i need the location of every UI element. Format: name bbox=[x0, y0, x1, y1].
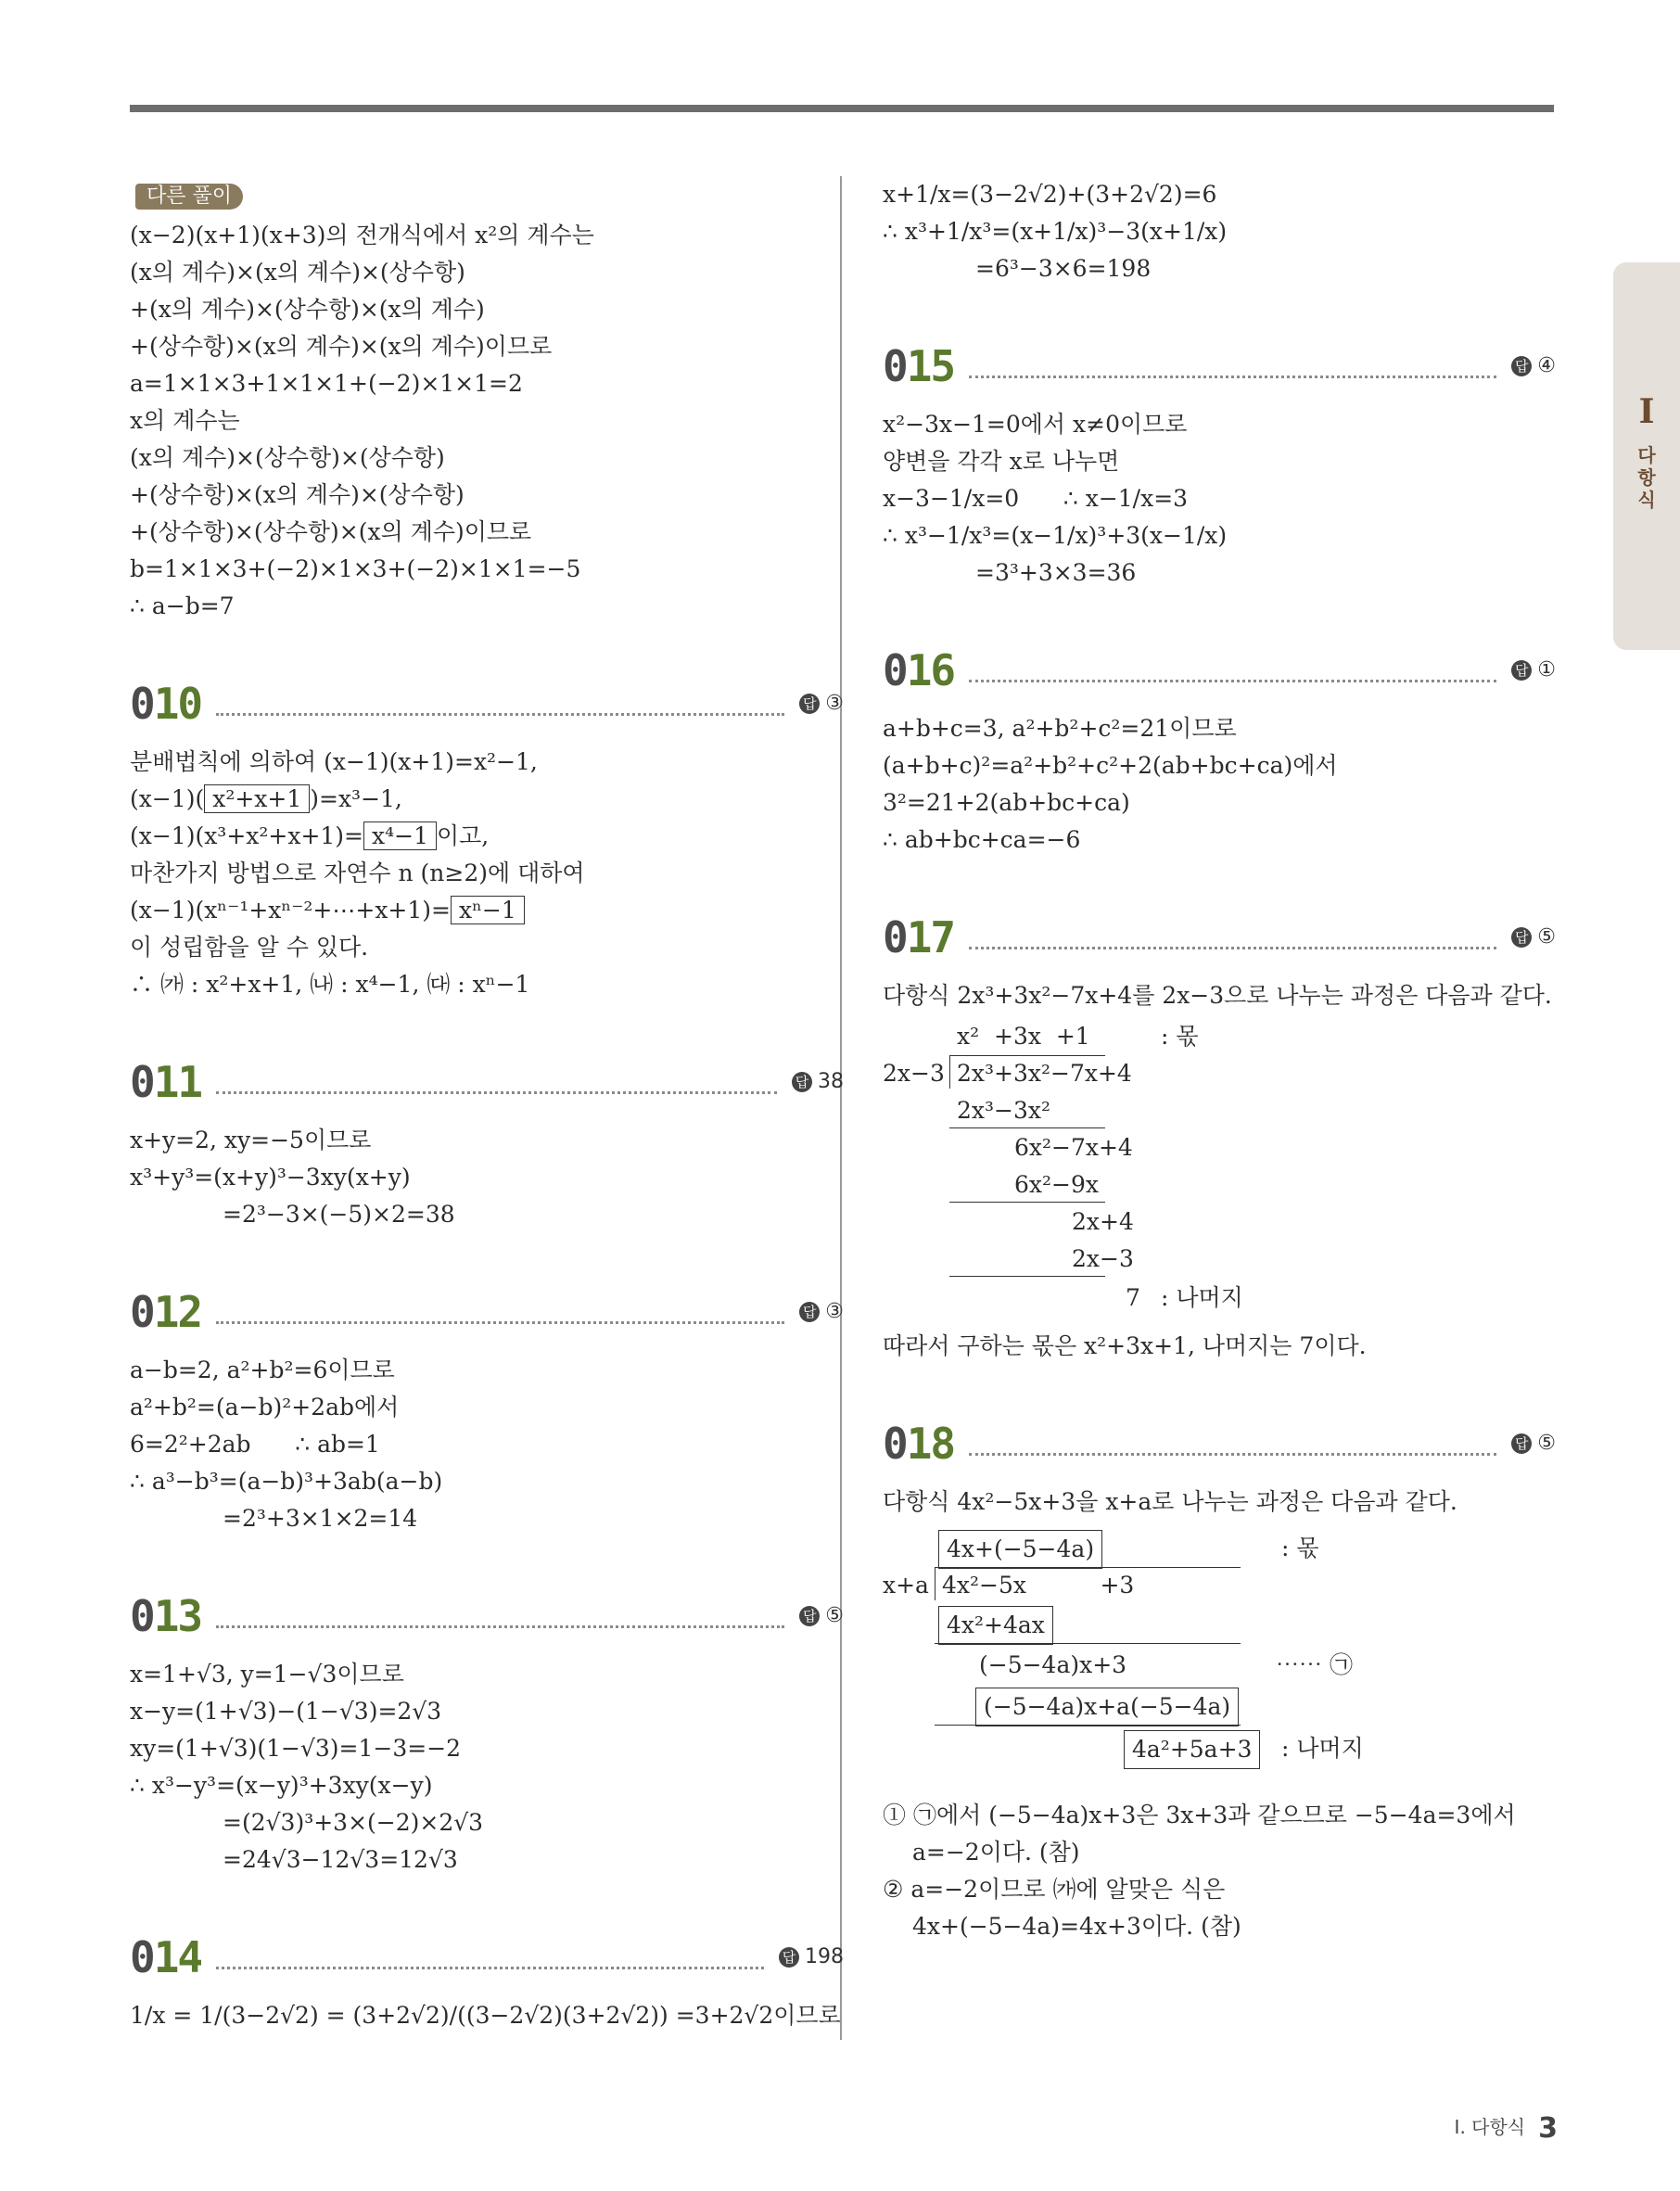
solution-line: 1/x = 1/(3−2√2) = (3+2√2)/((3−2√2)(3+2√2)) =3+2√2이므로 bbox=[130, 2002, 841, 2029]
solution-line: ∴ x³−y³=(x−y)³+3xy(x−y) bbox=[130, 1772, 433, 1799]
problem-header-013 bbox=[130, 1589, 844, 1643]
problem-number: 018 bbox=[883, 1419, 955, 1469]
answer-badge-icon: 답 bbox=[799, 694, 820, 714]
solution-line: x=1+√3, y=1−√3이므로 bbox=[130, 1661, 404, 1688]
problem-header-010 bbox=[130, 677, 844, 731]
problem-header-018 bbox=[883, 1417, 1556, 1471]
problem-header-015 bbox=[883, 339, 1556, 393]
solution-line: x+y=2, xy=−5이므로 bbox=[130, 1127, 372, 1153]
solution-line: x³+y³=(x+y)³−3xy(x+y) bbox=[130, 1164, 411, 1191]
answer-box: x⁴−1 bbox=[363, 822, 437, 850]
answer-badge-icon: 답 bbox=[1511, 356, 1532, 376]
alt-line: +(x의 계수)×(상수항)×(x의 계수) bbox=[130, 296, 485, 323]
answer-badge-icon: 답 bbox=[1511, 660, 1532, 681]
problem-number: 010 bbox=[130, 679, 202, 729]
dotted-leader bbox=[216, 1605, 784, 1628]
division-step: 6x²−7x+4 bbox=[1014, 1134, 1133, 1161]
answer-label: 답 ④ bbox=[1511, 348, 1556, 385]
remainder: 7 bbox=[1126, 1284, 1140, 1311]
solution-line: =2³−3×(−5)×2=38 bbox=[223, 1201, 455, 1228]
solution-line: =6³−3×6=198 bbox=[975, 255, 1152, 282]
dividend: 4x²−5x +3 bbox=[942, 1572, 1135, 1599]
answer-label: 답 ① bbox=[1511, 652, 1556, 689]
quotient-label: : 몫 bbox=[1161, 1023, 1199, 1050]
dotted-leader bbox=[969, 926, 1496, 949]
divisor: 2x−3 bbox=[883, 1060, 945, 1087]
solution-line: a²+b²=(a−b)²+2ab에서 bbox=[130, 1394, 400, 1420]
answer-box: x²+x+1 bbox=[204, 784, 310, 813]
division-rule bbox=[949, 1127, 1105, 1128]
answer-badge-icon: 답 bbox=[799, 1302, 820, 1322]
quotient-box: 4x+(−5−4a) bbox=[938, 1530, 1102, 1569]
solution-line: ∴ a³−b³=(a−b)³+3ab(a−b) bbox=[130, 1468, 443, 1495]
solution-line: 분배법칙에 의하여 (x−1)(x+1)=x²−1, bbox=[130, 748, 538, 775]
solution-line: a=−2이다. (참) bbox=[912, 1839, 1080, 1866]
left-column bbox=[130, 176, 844, 2034]
remainder-box: 4a²+5a+3 bbox=[1124, 1730, 1260, 1769]
division-step: 2x+4 bbox=[1072, 1208, 1134, 1235]
long-division-017 bbox=[883, 1018, 1556, 1324]
solution-line: ∴ ab+bc+ca=−6 bbox=[883, 826, 1081, 853]
answer-badge-icon: 답 bbox=[792, 1072, 812, 1092]
answer-label: 답 38 bbox=[792, 1064, 844, 1101]
answer-label: 답 ⑤ bbox=[1511, 919, 1556, 956]
solution-line: a−b=2, a²+b²=6이므로 bbox=[130, 1357, 395, 1383]
solution-line: 다항식 4x²−5x+3을 x+a로 나누는 과정은 다음과 같다. bbox=[883, 1488, 1457, 1515]
division-step: 2x³−3x² bbox=[957, 1097, 1051, 1124]
page-footer bbox=[1455, 2112, 1558, 2145]
dotted-leader bbox=[969, 1433, 1496, 1456]
dotted-leader bbox=[216, 1071, 777, 1094]
answer-badge-icon: 답 bbox=[779, 1947, 799, 1968]
answer-badge-icon: 답 bbox=[1511, 1433, 1532, 1454]
problem-header-014 bbox=[130, 1930, 844, 1984]
division-rule bbox=[935, 1725, 1241, 1726]
dotted-leader bbox=[216, 1301, 784, 1324]
answer-box: xⁿ−1 bbox=[451, 896, 525, 924]
division-bracket bbox=[949, 1055, 950, 1089]
division-step: 6x²−9x bbox=[1014, 1171, 1099, 1198]
solution-line: (x−1)( x²+x+1 )=x³−1, bbox=[130, 785, 402, 812]
problem-number: 014 bbox=[130, 1932, 202, 1982]
alt-line: +(상수항)×(x의 계수)×(x의 계수)이므로 bbox=[130, 333, 553, 360]
solution-line: ∴ ㈎ : x²+x+1, ㈏ : x⁴−1, ㈐ : xⁿ−1 bbox=[130, 971, 530, 998]
division-step: (−5−4a)x+3 bbox=[979, 1651, 1127, 1678]
answer-label: 답 ⑤ bbox=[799, 1598, 844, 1635]
dotted-leader bbox=[216, 693, 784, 716]
remainder-label: : 나머지 bbox=[1161, 1284, 1243, 1311]
dotted-leader bbox=[969, 659, 1496, 682]
solution-line: x²−3x−1=0에서 x≠0이므로 bbox=[883, 411, 1188, 438]
problem-header-017 bbox=[883, 911, 1556, 964]
solution-line: 이 성립함을 알 수 있다. bbox=[130, 934, 369, 961]
solution-line: ② a=−2이므로 ㈎에 알맞은 식은 bbox=[883, 1876, 1226, 1903]
chapter-roman: I bbox=[1638, 392, 1655, 431]
solution-line: ∴ x³+1/x³=(x+1/x)³−3(x+1/x) bbox=[883, 218, 1228, 245]
solution-line: ① ㉠에서 (−5−4a)x+3은 3x+3과 같으므로 −5−4a=3에서 bbox=[883, 1802, 1516, 1828]
solution-line: a+b+c=3, a²+b²+c²=21이므로 bbox=[883, 715, 1237, 742]
solution-line: x+1/x=(3−2√2)+(3+2√2)=6 bbox=[883, 181, 1217, 208]
solution-line: 다항식 2x³+3x²−7x+4를 2x−3으로 나누는 과정은 다음과 같다. bbox=[883, 982, 1552, 1009]
step-mark: ⋯⋯ ㉠ bbox=[1276, 1651, 1353, 1678]
solution-line: 마찬가지 방법으로 자연수 n (n≥2)에 대하여 bbox=[130, 860, 585, 886]
answer-label: 답 198 bbox=[779, 1939, 844, 1976]
alt-line: (x−2)(x+1)(x+3)의 전개식에서 x²의 계수는 bbox=[130, 222, 594, 248]
solution-line: =2³+3×1×2=14 bbox=[223, 1505, 418, 1532]
top-rule bbox=[130, 105, 1554, 112]
alt-line: +(상수항)×(상수항)×(x의 계수)이므로 bbox=[130, 518, 532, 545]
alt-solution-label: 다른 풀이 bbox=[135, 184, 243, 210]
alt-line: (x의 계수)×(상수항)×(상수항) bbox=[130, 444, 445, 471]
alt-line: a=1×1×3+1×1×1+(−2)×1×1=2 bbox=[130, 370, 523, 397]
page-number: 3 bbox=[1538, 2112, 1558, 2145]
alt-line: +(상수항)×(x의 계수)×(상수항) bbox=[130, 481, 465, 508]
problem-number: 013 bbox=[130, 1591, 202, 1641]
long-division-018 bbox=[883, 1524, 1556, 1793]
solution-line: (x−1)(x³+x²+x+1)= x⁴−1 이고, bbox=[130, 822, 490, 849]
remainder-label: : 나머지 bbox=[1281, 1735, 1364, 1762]
alt-line: x의 계수는 bbox=[130, 407, 240, 434]
division-step-box: 4x²+4ax bbox=[938, 1606, 1053, 1645]
solution-line: =24√3−12√3=12√3 bbox=[223, 1846, 458, 1873]
problem-header-011 bbox=[130, 1055, 844, 1109]
problem-number: 012 bbox=[130, 1287, 202, 1337]
footer-chapter: I. 다항식 bbox=[1454, 2116, 1526, 2138]
answer-label: 답 ⑤ bbox=[1511, 1425, 1556, 1462]
dividend: 2x³+3x²−7x+4 bbox=[957, 1060, 1132, 1087]
solution-line: 양변을 각각 x로 나누면 bbox=[883, 448, 1120, 475]
right-column bbox=[883, 176, 1556, 1945]
division-step: 2x−3 bbox=[1072, 1245, 1134, 1272]
solution-line: (x−1)(xⁿ⁻¹+xⁿ⁻²+⋯+x+1)= xⁿ−1 bbox=[130, 892, 844, 929]
solution-line: xy=(1+√3)(1−√3)=1−3=−2 bbox=[130, 1735, 462, 1762]
answer-label: 답 ③ bbox=[799, 685, 844, 722]
chapter-label: 다 항 식 bbox=[1637, 444, 1656, 511]
problem-header-016 bbox=[883, 643, 1556, 697]
division-rule bbox=[935, 1643, 1241, 1644]
solution-line: =(2√3)³+3×(−2)×2√3 bbox=[223, 1809, 484, 1836]
division-rule bbox=[949, 1276, 1105, 1277]
solution-line: 3²=21+2(ab+bc+ca) bbox=[883, 789, 1130, 816]
dotted-leader bbox=[969, 355, 1496, 378]
answer-badge-icon: 답 bbox=[1511, 927, 1532, 948]
solution-line: 따라서 구하는 몫은 x²+3x+1, 나머지는 7이다. bbox=[883, 1332, 1367, 1359]
solution-line: (a+b+c)²=a²+b²+c²+2(ab+bc+ca)에서 bbox=[883, 752, 1338, 779]
chapter-tab bbox=[1613, 262, 1680, 650]
problem-number: 015 bbox=[883, 341, 955, 391]
division-rule bbox=[949, 1202, 1105, 1203]
alt-line: (x의 계수)×(x의 계수)×(상수항) bbox=[130, 259, 465, 286]
divisor: x+a bbox=[883, 1572, 929, 1599]
alt-line: b=1×1×3+(−2)×1×3+(−2)×1×1=−5 bbox=[130, 555, 581, 582]
solution-line: x−y=(1+√3)−(1−√3)=2√3 bbox=[130, 1698, 442, 1725]
solution-line: ∴ x³−1/x³=(x−1/x)³+3(x−1/x) bbox=[883, 522, 1228, 549]
solution-line: x−3−1/x=0 ∴ x−1/x=3 bbox=[883, 485, 1189, 512]
solution-line: 6=2²+2ab ∴ ab=1 bbox=[130, 1431, 380, 1458]
answer-label: 답 ③ bbox=[799, 1293, 844, 1331]
problem-number: 016 bbox=[883, 645, 955, 695]
division-step-box: (−5−4a)x+a(−5−4a) bbox=[975, 1688, 1239, 1726]
problem-number: 017 bbox=[883, 912, 955, 962]
dotted-leader bbox=[216, 1946, 764, 1969]
quotient: x² +3x +1 bbox=[957, 1023, 1090, 1050]
solution-line: =3³+3×3=36 bbox=[975, 559, 1137, 586]
problem-header-012 bbox=[130, 1285, 844, 1339]
answer-badge-icon: 답 bbox=[799, 1606, 820, 1626]
problem-number: 011 bbox=[130, 1057, 202, 1107]
quotient-label: : 몫 bbox=[1281, 1535, 1319, 1561]
alt-line: ∴ a−b=7 bbox=[130, 592, 235, 619]
solution-line: 4x+(−5−4a)=4x+3이다. (참) bbox=[912, 1913, 1241, 1940]
